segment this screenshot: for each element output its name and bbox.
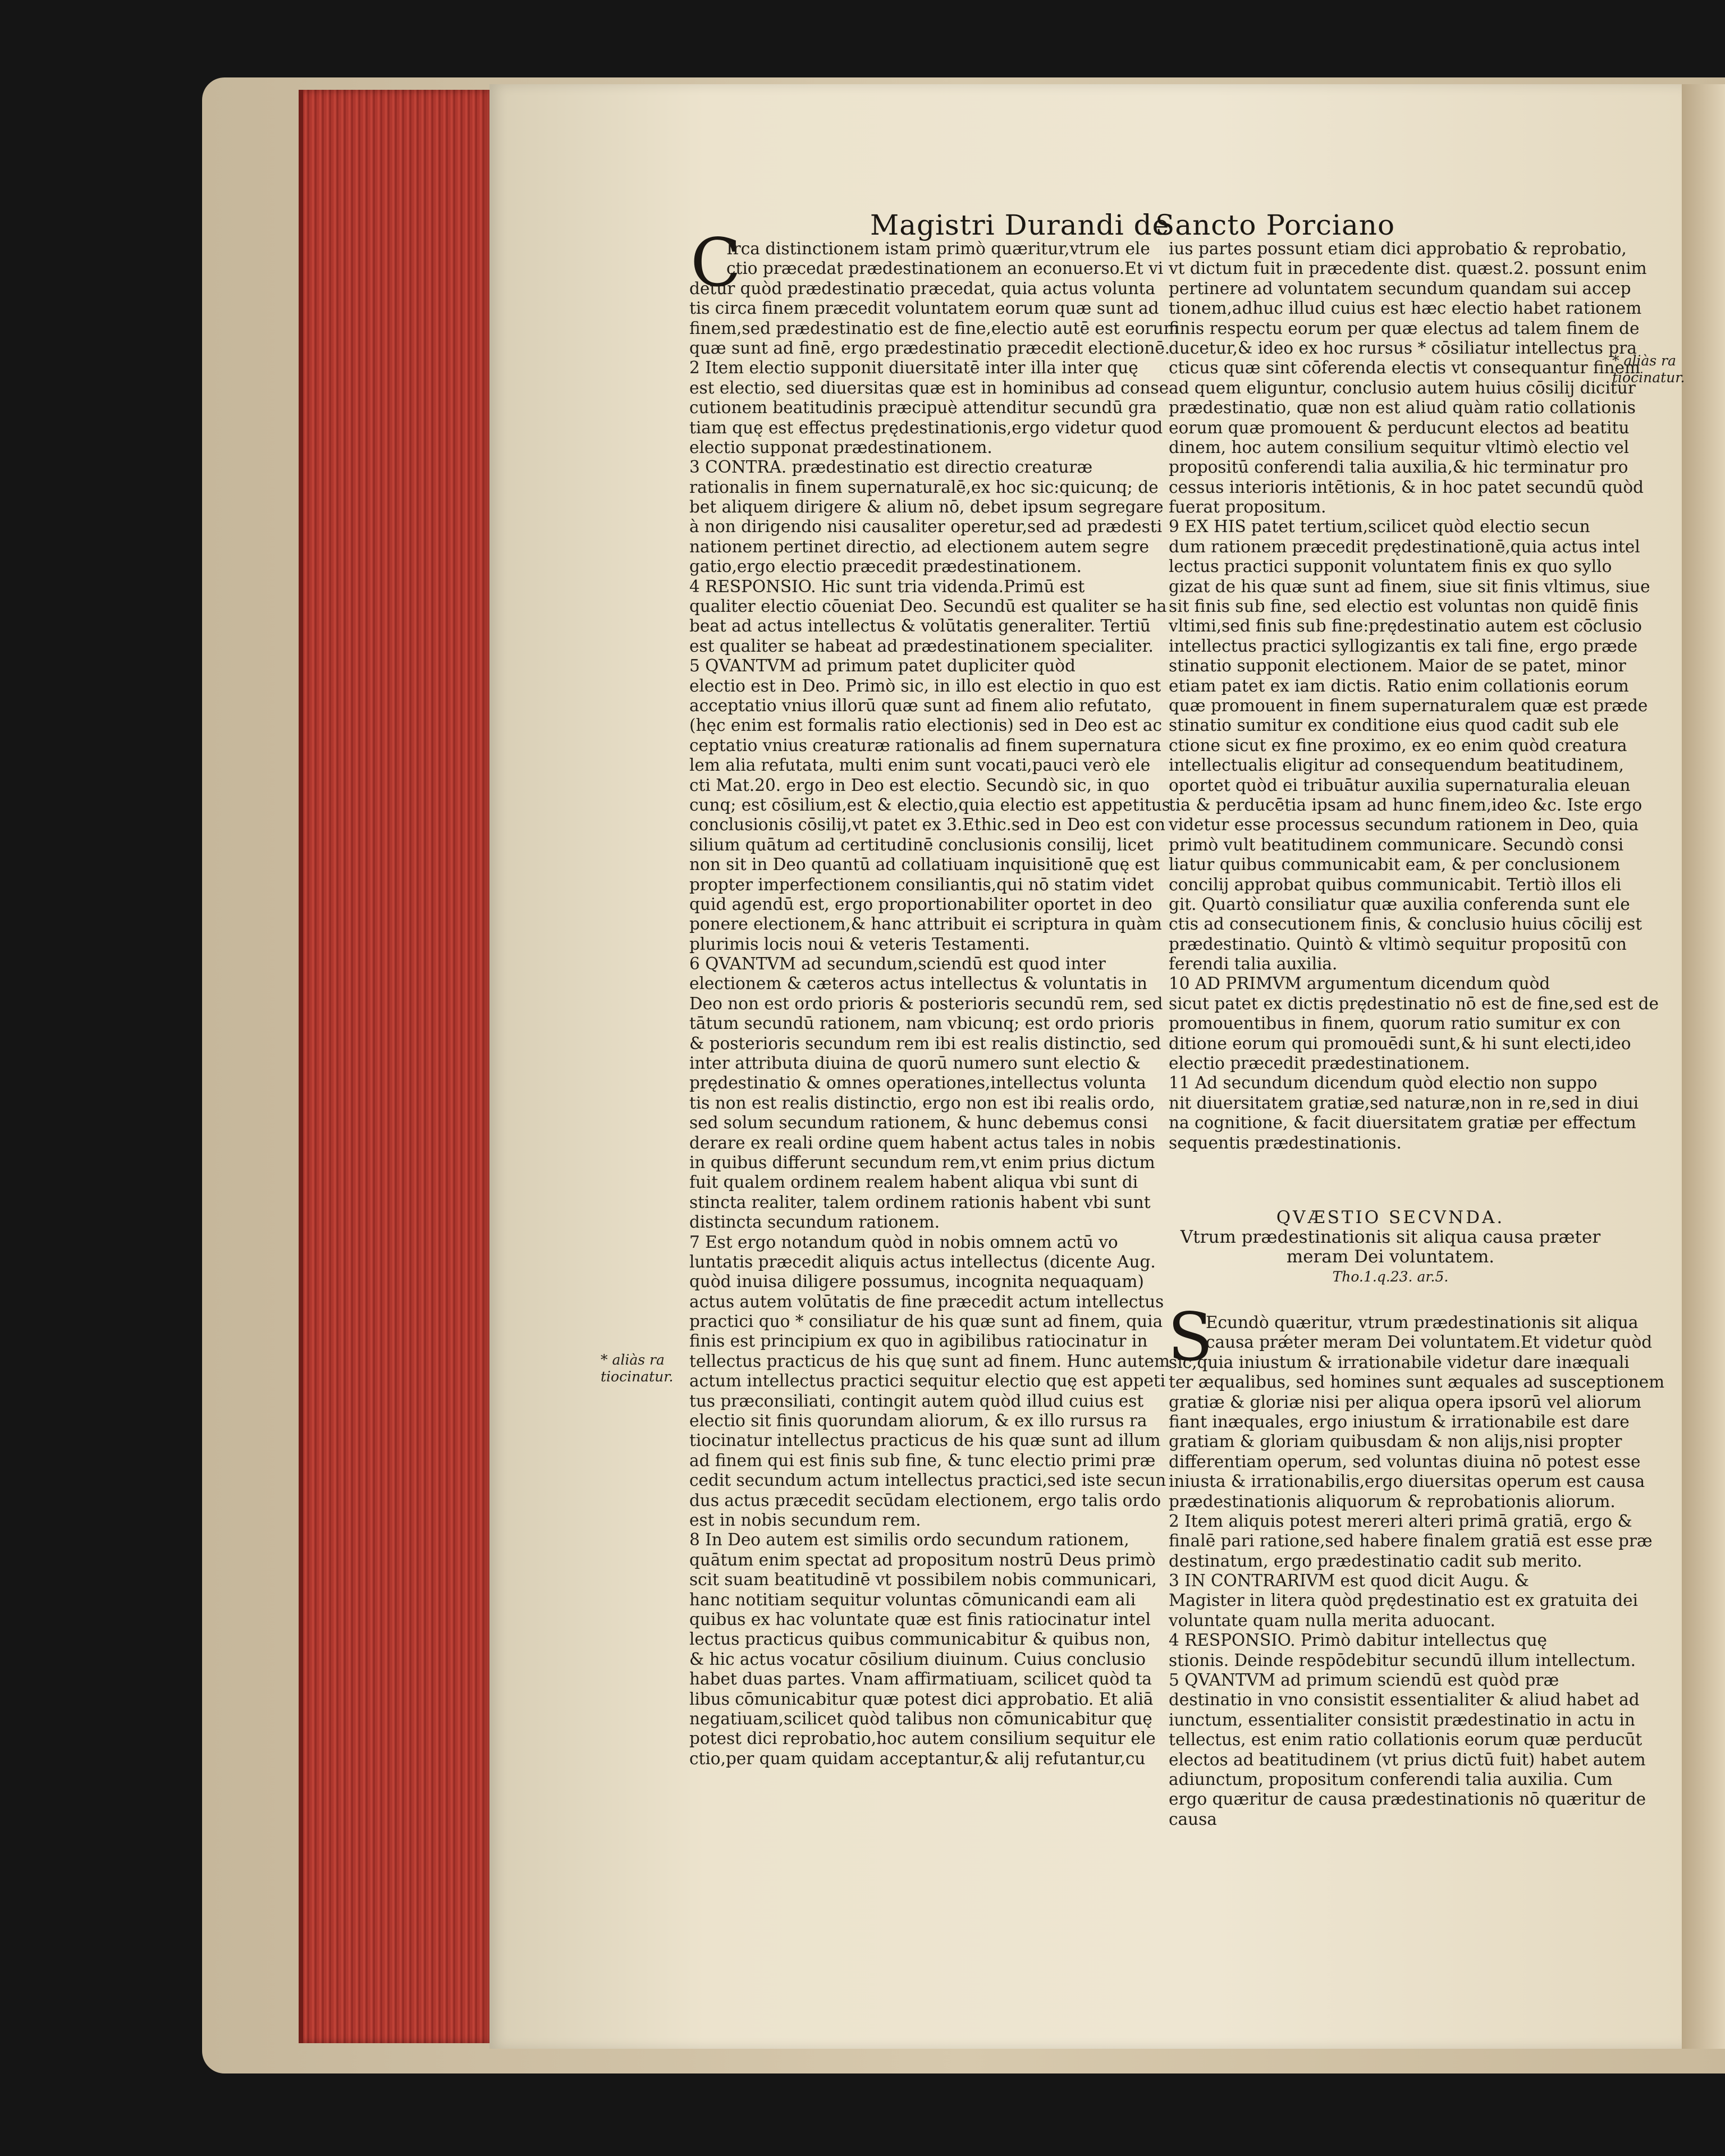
text-line: tia & perducētia ipsam ad hunc finem,ideo &c. Iste ergo (1169, 795, 1642, 814)
text-line: finem,sed prædestinatio est de fine,electio autē est eorum (689, 318, 1179, 338)
text-line: vt dictum fuit in præcedente dist. quæst.2. possunt enim (1169, 259, 1647, 278)
text-line: tiam quę est effectus prędestinationis,ergo videtur quod (689, 418, 1163, 437)
running-head-right: Sancto Porciano (1155, 209, 1395, 241)
text-line: 2 Item electio supponit diuersitatē inter illa inter quę (689, 358, 1138, 378)
question-reference: Tho.1.q.23. ar.5. (1332, 1269, 1449, 1285)
text-line: quæ sunt ad finē, ergo prædestinatio præcedit electionē. (689, 338, 1170, 358)
text-line: ceptatio vnius creaturæ rationalis ad finem supernatura (689, 735, 1161, 755)
text-line: cedit secundum actum intellectus practici,sed iste secun (689, 1471, 1166, 1490)
question-heading: QVÆSTIO SECVNDA. (1276, 1207, 1505, 1228)
text-line: tionem,adhuc illud cuius est hæc electio habet rationem (1169, 299, 1642, 318)
text-line: Magister in litera quòd prędestinatio est ex gratuita dei (1169, 1591, 1638, 1610)
question-line-1: Vtrum prædestinationis sit aliqua causa præter (1180, 1227, 1601, 1247)
text-line: cunq; est cōsilium,est & electio,quia electio est appetitus (689, 795, 1170, 814)
text-line: silium quātum ad certitudinē conclusionis consilij, licet (689, 835, 1154, 854)
text-line: differentiam operum, sed voluntas diuina nō potest esse (1169, 1452, 1641, 1471)
text-line: libus cōmunicabitur quæ potest dici approbatio. Et aliā (689, 1689, 1154, 1709)
text-line: Irca distinctionem istam primò quæritur,vtrum ele (726, 239, 1150, 258)
text-line: destinatio in vno consistit essentialiter & aliud habet ad (1169, 1690, 1640, 1710)
text-line: 5 QVANTVM ad primum sciendū est quòd præ (1169, 1670, 1559, 1690)
text-line: Deo non est ordo prioris & posterioris secundū rem, sed (689, 994, 1163, 1013)
margin-note-right-line-2: tiocinatur. (1612, 369, 1685, 386)
text-line: est electio, sed diuersitas quæ est in hominibus ad conse (689, 378, 1169, 397)
text-line: ius partes possunt etiam dici approbatio & reprobatio, (1169, 239, 1627, 258)
text-line: intellectus practici syllogizantis ex tali fine, ergo præde (1169, 636, 1638, 656)
text-line: ctis ad consecutionem finis, & conclusio huius cōcilij est (1169, 914, 1642, 934)
margin-note-left-line-1: * aliàs ra (601, 1352, 665, 1368)
text-line: negatiuam,scilicet quòd talibus non cōmunicabitur quę (689, 1709, 1152, 1728)
text-line: eorum quæ promouent & perducunt electos ad beatitu (1169, 418, 1630, 437)
text-line: inter attributa diuina de quorū numero sunt electio & (689, 1054, 1141, 1073)
question-line-2: meram Dei voluntatem. (1286, 1247, 1495, 1267)
text-line: bet aliquem dirigere & alium nō, debet ipsum segregare (689, 497, 1164, 517)
text-line: ad finem qui est finis sub fine, & tunc electio primi præ (689, 1450, 1156, 1470)
text-line: cti Mat.20. ergo in Deo est electio. Secundò sic, in quo (689, 775, 1150, 795)
text-line: practici quo * consiliatur de his quæ sunt ad finem, quia (689, 1312, 1163, 1331)
text-line: tus præconsiliati, contingit autem quòd illud cuius est (689, 1391, 1144, 1411)
margin-note-left-line-2: tiocinatur. (601, 1368, 674, 1385)
text-line: fiant inæquales, ergo iniustum & irrationabile est dare (1169, 1412, 1630, 1431)
text-line: 3 CONTRA. prædestinatio est directio creaturæ (689, 457, 1093, 477)
text-line: 5 QVANTVM ad primum patet dupliciter quòd (689, 656, 1076, 676)
text-line: 8 In Deo autem est similis ordo secundum rationem, (689, 1530, 1129, 1550)
text-line: 4 RESPONSIO. Hic sunt tria videnda.Primū est (689, 576, 1085, 596)
text-line: 3 IN CONTRARIVM est quod dicit Augu. & (1169, 1571, 1529, 1591)
text-line: luntatis præcedit aliquis actus intellectus (dicente Aug. (689, 1252, 1156, 1271)
text-line: distincta secundum rationem. (689, 1212, 940, 1232)
text-line: quæ promouent in finem supernaturalem quæ est præde (1169, 695, 1648, 715)
text-line: 9 EX HIS patet tertium,scilicet quòd electio secun (1169, 517, 1590, 537)
text-line: & posterioris secundum rem ibi est realis distinctio, sed (689, 1033, 1161, 1053)
drop-cap-s: S (1168, 1298, 1213, 1376)
text-line: sic,quia iniustum & irrationabile videtur dare inæquali (1169, 1352, 1630, 1372)
text-line: sicut patet ex dictis prędestinatio nō est de fine,sed est de (1169, 994, 1659, 1013)
text-column-left (689, 239, 1179, 1769)
text-line: quibus ex hac voluntate quæ est finis ratiocinatur intel (689, 1609, 1151, 1629)
text-line: finis est principium ex quo in agibilibus ratiocinatur in (689, 1331, 1148, 1351)
text-line: liatur quibus communicabit eam, & per conclusionem (1169, 855, 1621, 875)
text-line: actus autem volūtatis de fine præcedit actum intellectus (689, 1292, 1164, 1311)
text-line: iunctum, essentialiter consistit prædestinatio in actu in (1169, 1710, 1635, 1729)
red-page-edges (299, 90, 494, 2043)
text-line: tiocinatur intellectus practicus de his quæ sunt ad illum (689, 1431, 1161, 1450)
text-line: 10 AD PRIMVM argumentum dicendum quòd (1169, 974, 1550, 994)
text-line: causa (1169, 1809, 1217, 1829)
text-line: potest dici reprobatio,hoc autem consilium sequitur ele (689, 1729, 1156, 1748)
text-line: nationem pertinet directio, ad electionem autem segre (689, 537, 1149, 556)
text-line: prædestinationis aliquorum & reprobationis aliorum. (1169, 1491, 1616, 1511)
text-line: iniusta & irrationabilis,ergo diuersitas operum est causa (1169, 1472, 1645, 1491)
margin-note-right (1612, 353, 1685, 386)
text-line: lectus practici supponit voluntatem finis ex quo syllo (1169, 557, 1612, 576)
text-line: gratiam & gloriam quibusdam & non alijs,nisi propter (1169, 1432, 1622, 1452)
text-line: finalē pari ratione,sed habere finalem gratiā est esse præ (1169, 1531, 1653, 1551)
text-line: stincta realiter, talem ordinem rationis habent vbi sunt (689, 1192, 1151, 1212)
text-line: tis non est realis distinctio, ergo non est ibi realis ordo, (689, 1093, 1155, 1113)
text-line: quātum enim spectat ad propositum nostrū Deus primò (689, 1550, 1156, 1569)
text-line: ter æqualibus, sed homines sunt æquales ad susceptionem (1169, 1372, 1665, 1392)
text-line: promouentibus in finem, quorum ratio sumitur ex con (1169, 1014, 1621, 1033)
text-line: destinatum, ergo prædestinatio cadit sub merito. (1169, 1551, 1582, 1571)
text-line: qualiter electio cōueniat Deo. Secundū est qualiter se ha (689, 597, 1167, 616)
text-line: tis circa finem præcedit voluntatem eorum quæ sunt ad (689, 299, 1159, 318)
text-line: electio est in Deo. Primò sic, in illo est electio in quo est (689, 676, 1161, 695)
text-line: ducetur,& ideo ex hoc rursus * cōsiliatur intellectus pra (1169, 338, 1637, 358)
text-line: electos ad beatitudinem (vt prius dictū fuit) habet autem (1169, 1750, 1646, 1769)
text-line: finis respectu eorum per quæ electus ad talem finem de (1169, 318, 1640, 338)
text-line: primò vult beatitudinem communicare. Secundò consi (1169, 835, 1624, 854)
text-line: stinatio sumitur ex conditione eius quod cadit sub ele (1169, 716, 1619, 735)
text-line: cutionem beatitudinis præcipuè attenditur secundū gra (689, 398, 1157, 418)
text-line: acceptatio vnius illorū quæ sunt ad finem alio refutato, (689, 695, 1152, 715)
text-line: habet duas partes. Vnam affirmatiuam, scilicet quòd ta (689, 1669, 1152, 1689)
text-line: cessus interioris intētionis, & in hoc patet secundū quòd (1169, 477, 1644, 497)
text-line: actum intellectus practici sequitur electio quę est appeti (689, 1371, 1166, 1391)
text-line: electio præcedit prædestinationem. (1169, 1054, 1470, 1073)
text-line: & hic actus vocatur cōsilium diuinum. Cuius conclusio (689, 1649, 1146, 1669)
text-line: sit finis sub fine, sed electio est voluntas non quidē finis (1169, 597, 1639, 616)
text-line: propositū conferendi talia auxilia,& hic terminatur pro (1169, 457, 1628, 477)
text-line: tellectus, est enim ratio collationis eorum quæ perducūt (1169, 1730, 1642, 1750)
text-line: pertinere ad voluntatem secundum quandam sui accep (1169, 278, 1631, 298)
text-line: gratiæ & gloriæ nisi per aliqua opera ipsorū vel aliorum (1169, 1392, 1641, 1412)
text-line: in quibus differunt secundum rem,vt enim prius dictum (689, 1152, 1155, 1172)
running-head-left: Magistri Durandi de (870, 209, 1170, 241)
text-line: rationalis in finem supernaturalē,ex hoc sic:quicunq; de (689, 477, 1159, 497)
question-title (1169, 1208, 1612, 1287)
text-line: ditione eorum qui promouēdi sunt,& hi sunt electi,ideo (1169, 1033, 1631, 1053)
text-line: derare ex reali ordine quem habent actus tales in nobis (689, 1133, 1156, 1152)
text-line: voluntate quam nulla merita aduocant. (1169, 1610, 1496, 1630)
text-column-right-second (1169, 1313, 1665, 1829)
text-line: ctione sicut ex fine proximo, ex eo enim quòd creatura (1169, 735, 1627, 755)
text-line: hanc notitiam sequitur voluntas cōmunicandi eam ali (689, 1590, 1136, 1609)
text-line: nit diuersitatem gratiæ,sed naturæ,non in re,sed in diui (1169, 1093, 1639, 1113)
text-line: ctio præcedat prædestinationem an econuerso.Et vi (726, 259, 1164, 278)
text-line: beat ad actus intellectus & volūtatis generaliter. Tertiū (689, 616, 1151, 636)
margin-note-right-line-1: * aliàs ra (1612, 353, 1676, 369)
text-line: gizat de his quæ sunt ad finem, siue sit finis vltimus, siue (1169, 576, 1650, 596)
text-line: prædestinatio, quæ non est aliud quàm ratio collationis (1169, 398, 1636, 418)
text-line: non sit in Deo quantū ad collatiuam inquisitionē quę est (689, 855, 1160, 875)
text-line: electionem & cæteros actus intellectus & voluntatis in (689, 974, 1147, 994)
text-line: quid agendū est, ergo proportionabiliter oportet in deo (689, 894, 1152, 914)
text-line: propter imperfectionem consiliantis,qui nō statim videt (689, 875, 1154, 894)
text-line: fuerat propositum. (1169, 497, 1326, 517)
text-line: est qualiter se habeat ad prædestinationem specialiter. (689, 636, 1154, 656)
text-line: vltimi,sed finis sub fine:prędestinatio autem est cōclusio (1169, 616, 1642, 636)
text-line: ponere electionem,& hanc attribuit ei scriptura in quàm (689, 914, 1162, 934)
text-line: gatio,ergo electio præcedit prædestinationem. (689, 557, 1082, 576)
text-line: 2 Item aliquis potest mereri alteri primā gratiā, ergo & (1169, 1511, 1632, 1531)
text-line: sed solum secundum rationem, & hunc debemus consi (689, 1113, 1148, 1133)
text-line: fuit qualem ordinem realem habent aliqua vbi sunt di (689, 1173, 1138, 1192)
text-line: 11 Ad secundum dicendum quòd electio non suppo (1169, 1073, 1598, 1093)
text-line: ad quem eliguntur, conclusio autem huius cōsilij dicitur (1169, 378, 1636, 397)
text-line: lectus practicus quibus communicabitur & quibus non, (689, 1629, 1151, 1649)
text-line: lem alia refutata, multi enim sunt vocati,pauci verò ele (689, 756, 1151, 775)
text-line: Ecundò quæritur, vtrum prædestinationis sit aliqua (1206, 1313, 1639, 1332)
text-line: prædestinatio. Quintò & vltimò sequitur propositū con (1169, 934, 1627, 954)
text-line: prędestinatio & omnes operationes,intellectus volunta (689, 1073, 1146, 1093)
text-line: est in nobis secundum rem. (689, 1510, 921, 1530)
text-line: stinatio supponit electionem. Maior de se patet, minor (1169, 656, 1626, 676)
text-line: electio sit finis quorundam aliorum, & ex illo rursus ra (689, 1411, 1147, 1431)
text-line: 6 QVANTVM ad secundum,sciendū est quod inter (689, 954, 1106, 974)
text-line: à non dirigendo nisi causaliter operetur,sed ad prædesti (689, 517, 1163, 537)
text-line: tellectus practicus de his quę sunt ad finem. Hunc autem (689, 1351, 1170, 1371)
text-line: stionis. Deinde respōdebitur secundū illum intellectum. (1169, 1650, 1636, 1670)
margin-note-left (601, 1352, 673, 1385)
text-line: dus actus præcedit secūdam electionem, ergo talis ordo (689, 1490, 1161, 1510)
text-line: concilij approbat quibus communicabit. Tertiò illos eli (1169, 875, 1622, 894)
text-line: conclusionis cōsilij,vt patet ex 3.Ethic.sed in Deo est con (689, 815, 1166, 835)
drop-cap-c: C (690, 224, 742, 301)
text-line: quòd inuisa diligere possumus, incognita nequaquam) (689, 1272, 1144, 1292)
text-line: 7 Est ergo notandum quòd in nobis omnem actū vo (689, 1232, 1118, 1252)
text-line: ergo quæritur de causa prædestinationis nō quæritur de (1169, 1789, 1646, 1809)
text-line: tātum secundū rationem, nam vbicunq; est ordo prioris (689, 1014, 1155, 1033)
facing-page-edge (1682, 84, 1725, 2049)
text-line: intellectualis eligitur ad consequendum beatitudinem, (1169, 756, 1624, 775)
text-line: ctio,per quam quidam acceptantur,& alij refutantur,cu (689, 1748, 1146, 1768)
text-line: oportet quòd ei tribuātur auxilia supernaturalia eleuan (1169, 775, 1631, 795)
text-line: etiam patet ex iam dictis. Ratio enim collationis eorum (1169, 676, 1629, 695)
text-line: causa prǽter meram Dei voluntatem.Et videtur quòd (1206, 1333, 1653, 1352)
text-line: plurimis locis noui & veteris Testamenti. (689, 934, 1030, 954)
text-line: cticus quæ sint cōferenda electis vt consequantur finem (1169, 358, 1641, 378)
text-line: dum rationem præcedit prędestinationē,quia actus intel (1169, 537, 1640, 556)
text-line: detur quòd prædestinatio præcedat, quia actus volunta (689, 278, 1155, 298)
text-line: na cognitione, & facit diuersitatem gratiæ per effectum (1169, 1113, 1636, 1133)
text-line: electio supponat prædestinationem. (689, 437, 992, 457)
text-line: 4 RESPONSIO. Primò dabitur intellectus quę (1169, 1631, 1547, 1650)
text-line: (hęc enim est formalis ratio electionis) sed in Deo est ac (689, 716, 1163, 735)
text-line: scit suam beatitudinē vt possibilem nobis communicari, (689, 1570, 1157, 1590)
text-line: ferendi talia auxilia. (1169, 954, 1338, 974)
text-line: dinem, hoc autem consilium sequitur vltimò electio vel (1169, 437, 1630, 457)
text-line: videtur esse processus secundum rationem in Deo, quia (1169, 815, 1639, 835)
text-line: git. Quartò consiliatur quæ auxilia conferenda sunt ele (1169, 894, 1630, 914)
text-line: adiunctum, propositum conferendi talia auxilia. Cum (1169, 1769, 1613, 1789)
text-line: sequentis prædestinationis. (1169, 1133, 1402, 1152)
